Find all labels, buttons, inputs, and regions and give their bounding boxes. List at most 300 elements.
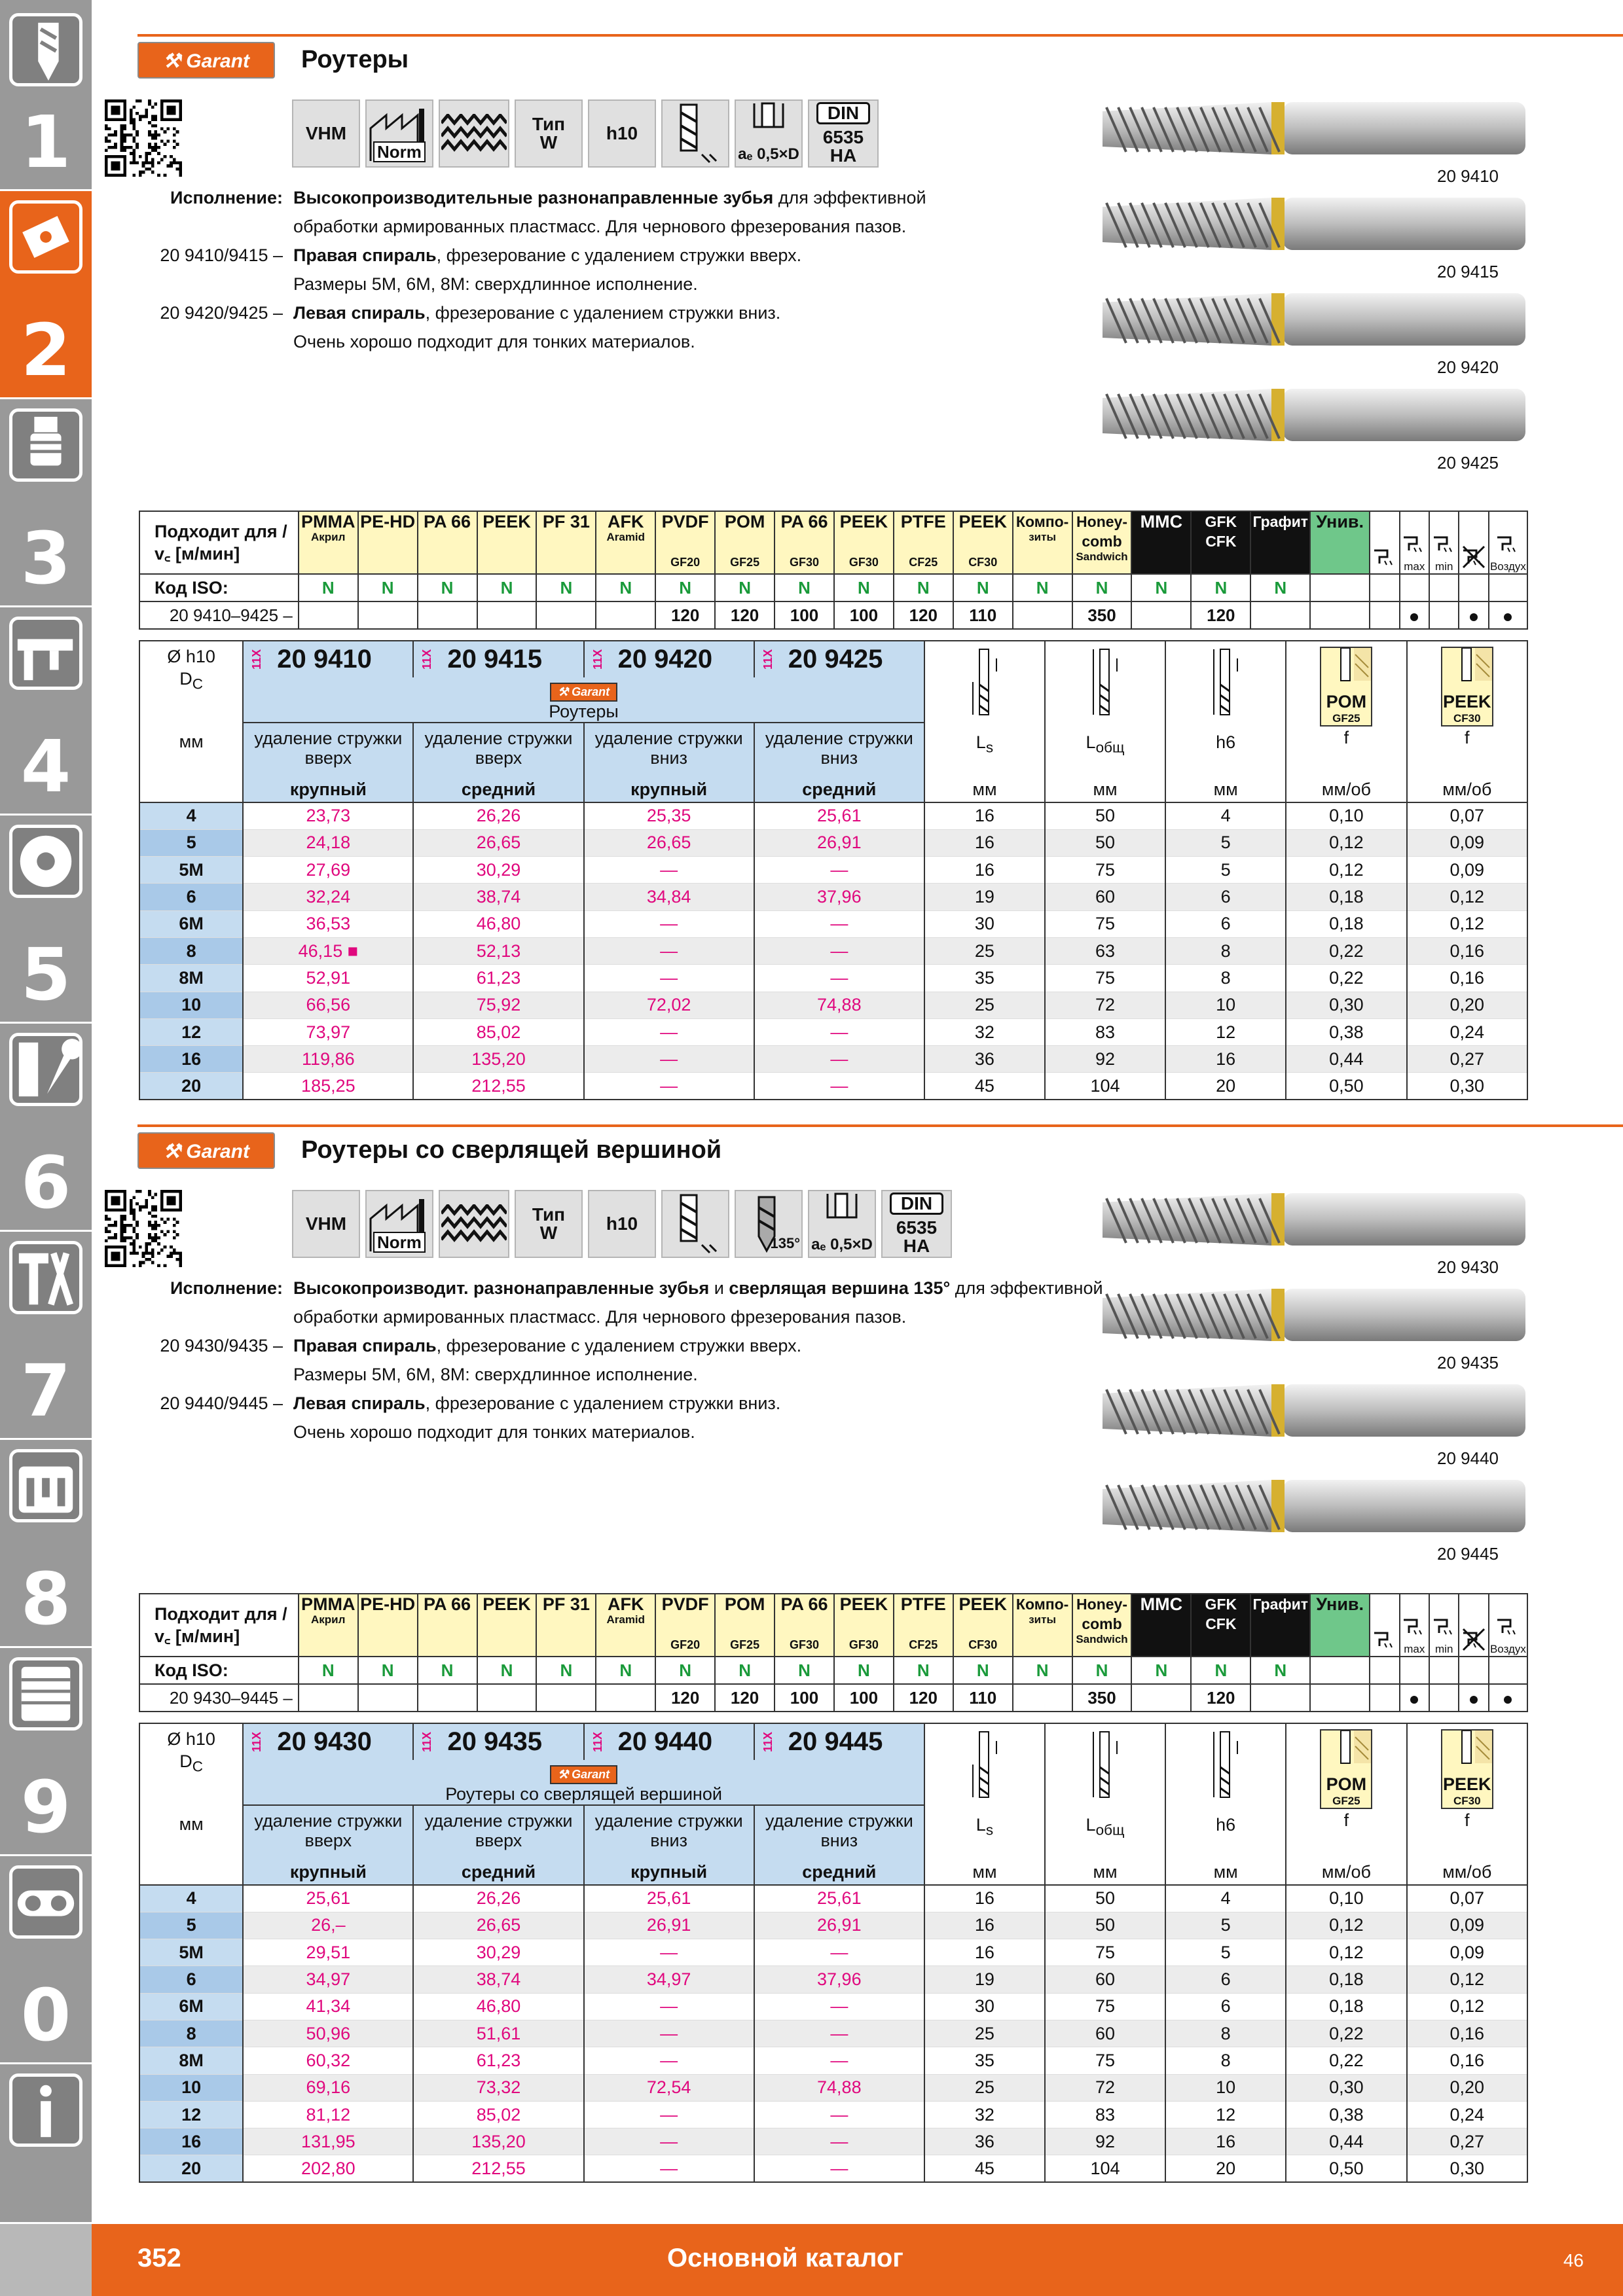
speed-cell: 350	[1072, 601, 1132, 629]
grade-cell: средний	[754, 1860, 924, 1885]
article-code-wrap	[250, 1727, 412, 1757]
price-cell: 34,97	[584, 1966, 754, 1993]
qty-label: 11X	[591, 649, 604, 670]
description-line	[151, 1302, 1103, 1331]
spec-cell: 25	[924, 2020, 1045, 2047]
spec-cell: 45	[924, 2155, 1045, 2182]
speed-cell	[1131, 1684, 1191, 1712]
material-header	[715, 511, 775, 574]
empty-cell	[1400, 1657, 1429, 1684]
speed-cell	[1013, 1684, 1072, 1712]
property-teeth-icon	[439, 1190, 509, 1258]
material-header	[536, 511, 596, 574]
price-cell: —	[584, 910, 754, 937]
article-code: 20 9425	[788, 645, 883, 673]
grade-cell: крупный	[584, 1860, 754, 1885]
description-line	[151, 183, 926, 212]
material-header-row	[139, 1594, 1527, 1657]
article-code-wrap	[591, 1727, 754, 1757]
diameter-cell: 5	[139, 829, 243, 856]
material-grade: GF30	[789, 556, 819, 569]
qty-label: 11X	[420, 649, 434, 670]
sidebar-tab-i[interactable]	[0, 2064, 92, 2224]
material-grade: GF25	[730, 1638, 760, 1651]
spec-cell: 45	[924, 1073, 1045, 1100]
material-header	[418, 511, 477, 574]
dot-icon	[1470, 613, 1478, 621]
speed-cell	[299, 601, 358, 629]
material-grade: GF30	[789, 1638, 819, 1651]
spec-cell: 30	[924, 1993, 1045, 2020]
direction-cell	[413, 723, 583, 778]
coolant-dot-cell	[1370, 601, 1399, 629]
description-text: Очень хорошо подходит для тонких материалов.	[293, 332, 695, 351]
description-line	[151, 1360, 1103, 1389]
sidebar-tab-9[interactable]	[0, 1648, 92, 1856]
description-line	[151, 1418, 1103, 1446]
price-cell: 34,84	[584, 884, 754, 910]
sidebar-tab-7[interactable]	[0, 1232, 92, 1440]
price-cell: 26,91	[754, 829, 924, 856]
spec-cell: 0,10	[1286, 1885, 1406, 1912]
direction-cell	[584, 1805, 754, 1860]
iso-code-cell: N	[536, 574, 596, 601]
price-cell: 25,61	[243, 1885, 413, 1912]
material-header	[834, 511, 894, 574]
direction-line2: вниз	[650, 748, 688, 768]
material-header	[1191, 1594, 1250, 1657]
spec-cell: 0,18	[1286, 1966, 1406, 1993]
diameter-cell: 5	[139, 1912, 243, 1939]
spec-cell: 0,30	[1286, 2074, 1406, 2101]
suitability-label-line1: Подходит для /	[155, 522, 287, 541]
pom-header	[1286, 641, 1406, 778]
garant-logo: ⚒ Garant	[137, 1132, 275, 1169]
empty-cell	[1429, 1657, 1459, 1684]
lob-sub: общ	[1095, 1821, 1125, 1839]
section-header-routers	[137, 34, 1623, 71]
coolant-label: max	[1404, 1643, 1425, 1655]
feed-label: f	[1465, 728, 1470, 747]
sidebar-tab-4[interactable]	[0, 607, 92, 816]
speed-cell: 120	[715, 601, 775, 629]
tool-image	[1100, 289, 1532, 350]
price-cell: 29,51	[243, 1939, 413, 1966]
coolant-min-icon	[1429, 511, 1459, 574]
spec-cell: 5	[1165, 1939, 1286, 1966]
safety-goggles-icon	[9, 1865, 82, 1939]
material-header	[894, 1594, 953, 1657]
price-cell: 30,29	[413, 1939, 583, 1966]
spec-cell: 83	[1045, 1018, 1165, 1045]
table-row	[139, 2128, 1527, 2155]
tap-icon	[9, 408, 82, 482]
spec-cell: 0,12	[1407, 1966, 1527, 1993]
price-cell: 73,32	[413, 2074, 583, 2101]
sidebar-tab-6[interactable]	[0, 1024, 92, 1232]
coolant-dot-cell	[1489, 1684, 1527, 1712]
material-grade: GF20	[670, 1638, 701, 1651]
material-name: PMMA	[301, 1594, 356, 1614]
spec-cell: 10	[1165, 992, 1286, 1018]
tool-length-icon	[1166, 645, 1285, 728]
material-grade: GF25	[730, 556, 760, 569]
dry-icon	[1370, 1594, 1399, 1657]
price-cell: 34,97	[243, 1966, 413, 1993]
empty-cell	[1370, 574, 1399, 601]
spec-cell: 0,18	[1286, 884, 1406, 910]
material-sub: Акрил	[311, 1613, 346, 1626]
coolant-dot-cell	[1459, 601, 1488, 629]
spec-cell: 19	[924, 1966, 1045, 1993]
material-name: PEEK	[483, 512, 531, 531]
iso-code-cell: N	[477, 574, 537, 601]
spec-cell: 92	[1045, 2128, 1165, 2155]
spec-cell: 50	[1045, 1912, 1165, 1939]
spec-cell: 0,16	[1407, 937, 1527, 964]
speed-cell	[358, 1684, 418, 1712]
property-ae-icon: DIN 6535 HA	[808, 99, 879, 168]
dot-icon	[1470, 1696, 1478, 1704]
article-code-cell	[754, 1723, 924, 1760]
price-cell: —	[584, 2101, 754, 2128]
suitability-label-line1: Подходит для /	[155, 1604, 287, 1624]
spec-cell: 0,07	[1407, 1885, 1527, 1912]
qty-label: 11X	[761, 1731, 775, 1753]
speed-cell	[477, 601, 537, 629]
material-header	[655, 1594, 715, 1657]
lob-header	[1045, 1723, 1165, 1860]
sidebar-tab-1[interactable]	[0, 0, 92, 191]
diameter-unit: мм	[179, 732, 204, 752]
property-norm-icon	[365, 1190, 433, 1258]
material-header	[1310, 1594, 1370, 1657]
property-type-icon: Тип W	[515, 1190, 583, 1258]
article-code-cell	[754, 641, 924, 677]
spec-cell: 16	[1165, 2128, 1286, 2155]
property-spiral-icon	[661, 99, 729, 168]
price-cell: —	[584, 2047, 754, 2074]
iso-code-cell: N	[1131, 1657, 1191, 1684]
iso-code-cell: N	[834, 1657, 894, 1684]
diameter-header	[139, 641, 243, 802]
price-cell: 135,20	[413, 1046, 583, 1073]
coolant-max-icon	[1400, 1594, 1429, 1657]
description-label: 20 9440/9445 –	[160, 1393, 283, 1413]
article-code: 20 9415	[447, 645, 543, 673]
page-number: 352	[137, 2244, 181, 2272]
material-grade: CF25	[909, 556, 938, 569]
spec-cell: 4	[1165, 1885, 1286, 1912]
pliers-icon	[9, 1241, 82, 1314]
spec-cell: 19	[924, 884, 1045, 910]
description-text: обработки армированных пластмасс. Для чернового фрезерования пазов.	[293, 217, 907, 236]
article-code: 20 9435	[447, 1727, 543, 1756]
price-cell: —	[754, 1939, 924, 1966]
description-label: 20 9420/9425 –	[160, 303, 283, 323]
speed-cell	[418, 1684, 477, 1712]
dimension-price-table	[139, 640, 1528, 1100]
material-sub: зиты	[1029, 531, 1056, 543]
speed-cell: 120	[894, 1684, 953, 1712]
suitability-table	[139, 1593, 1528, 1712]
diameter-cell: 10	[139, 2074, 243, 2101]
spec-cell: 12	[1165, 1018, 1286, 1045]
price-cell: 32,24	[243, 884, 413, 910]
material-name: Графит	[1252, 513, 1308, 530]
material-grade: CF25	[909, 1638, 938, 1651]
material-grade: GF30	[848, 1638, 879, 1651]
spec-cell: 0,07	[1407, 802, 1527, 829]
article-code-wrap	[591, 645, 754, 674]
material-name: PTFE	[900, 1594, 946, 1614]
price-cell: 25,61	[754, 802, 924, 829]
description-label: 20 9410/9415 –	[160, 245, 283, 265]
feed-label: f	[1343, 728, 1349, 747]
empty-cell	[1310, 1657, 1370, 1684]
caliper-icon	[9, 617, 82, 690]
table-row	[139, 1885, 1527, 1912]
spec-cell: 6	[1165, 1966, 1286, 1993]
property-h10-icon: h10	[588, 99, 656, 168]
diameter-cell: 16	[139, 1046, 243, 1073]
code-row	[139, 641, 1527, 677]
material-sub: Sandwich	[1076, 550, 1128, 563]
property-icons	[292, 1190, 952, 1258]
ls-header	[924, 1723, 1045, 1860]
price-cell: 27,69	[243, 857, 413, 884]
dc-label: $D_C$	[179, 669, 203, 692]
description-text: Правая спираль, фрезерование с удалением стружки вверх.	[293, 1336, 802, 1355]
iso-code-cell: N	[1131, 574, 1191, 601]
page-footer	[92, 2224, 1623, 2296]
description-text: Высокопроизводительные разнонаправленные зубья для эффективной	[293, 188, 926, 207]
price-cell: —	[584, 2155, 754, 2182]
suitability-label-line2: v꜀ [м/мин]	[155, 544, 240, 564]
speed-cell	[299, 1684, 358, 1712]
price-cell: 25,61	[754, 1885, 924, 1912]
speed-cell	[536, 601, 596, 629]
price-cell: —	[584, 2128, 754, 2155]
tool-code-label: 20 9415	[1437, 262, 1499, 281]
price-cell: 212,55	[413, 2155, 583, 2182]
article-range: 20 9410–9425 –	[139, 601, 299, 629]
price-cell: 25,61	[584, 1885, 754, 1912]
h6-label: h6	[1216, 1815, 1236, 1835]
pom-material-box	[1320, 1729, 1372, 1809]
material-header	[715, 1594, 775, 1657]
spec-cell: 6	[1165, 884, 1286, 910]
spec-cell: 0,18	[1286, 910, 1406, 937]
dry-icon	[1370, 511, 1399, 574]
material-header	[1072, 1594, 1132, 1657]
spec-cell: 6	[1165, 910, 1286, 937]
diameter-cell: 4	[139, 802, 243, 829]
unit-cell: мм/об	[1286, 778, 1406, 802]
sidebar-tab-8[interactable]	[0, 1440, 92, 1648]
property-type-icon: Тип W	[515, 99, 583, 168]
diameter-cell: 20	[139, 1073, 243, 1100]
table-row	[139, 992, 1527, 1018]
iso-row	[139, 574, 1527, 601]
table-row	[139, 1939, 1527, 1966]
diameter-cell: 5M	[139, 1939, 243, 1966]
spec-cell: 0,12	[1407, 910, 1527, 937]
unit-cell: мм	[1045, 778, 1165, 802]
unit-cell: мм/об	[1407, 1860, 1527, 1885]
peek-header	[1407, 1723, 1527, 1860]
material-header	[953, 1594, 1013, 1657]
material-name: PE-HD	[360, 512, 416, 531]
material-name: PA 66	[424, 1594, 471, 1614]
material-header	[596, 1594, 655, 1657]
price-cell: 135,20	[413, 2128, 583, 2155]
dot-icon	[1410, 613, 1418, 621]
speed-cell: 120	[655, 1684, 715, 1712]
price-cell: 26,91	[754, 1912, 924, 1939]
property-icons	[292, 99, 879, 168]
section-header-drill-routers	[137, 1124, 1623, 1164]
spec-cell: 16	[924, 1939, 1045, 1966]
material-grade: GF20	[670, 556, 701, 569]
spec-cell: 83	[1045, 2101, 1165, 2128]
grinding-disc-icon	[9, 825, 82, 898]
spec-cell: 32	[924, 2101, 1045, 2128]
sidebar-tab-3[interactable]	[0, 399, 92, 607]
price-cell: 131,95	[243, 2128, 413, 2155]
description-bold: Левая спираль	[293, 303, 426, 323]
iso-code-cell: N	[953, 574, 1013, 601]
material-name: Компо-	[1015, 513, 1069, 530]
unit-cell: мм	[1045, 1860, 1165, 1885]
spec-cell: 104	[1045, 2155, 1165, 2182]
material-name: PA 66	[780, 1594, 828, 1614]
sidebar-tab-0[interactable]	[0, 1856, 92, 2064]
material-name: PA 66	[780, 512, 828, 531]
garant-mini-logo: ⚒ Garant	[550, 1765, 617, 1784]
qty-label: 11X	[250, 1731, 264, 1753]
material-name: Компо-	[1015, 1596, 1069, 1613]
property-norm-icon	[365, 99, 433, 168]
spec-cell: 0,50	[1286, 1073, 1406, 1100]
description-text: Размеры 5M, 6M, 8M: сверхдлинное исполнение.	[293, 274, 698, 294]
iso-code-cell: N	[358, 574, 418, 601]
material-name: PEEK	[958, 512, 1007, 531]
material-name: MMC	[1140, 512, 1183, 531]
spec-cell: 6	[1165, 1993, 1286, 2020]
sidebar-tab-5[interactable]	[0, 816, 92, 1024]
spec-cell: 16	[924, 802, 1045, 829]
section-title: Роутеры	[301, 46, 409, 73]
spec-cell: 60	[1045, 884, 1165, 910]
spec-cell: 0,09	[1407, 1939, 1527, 1966]
price-cell: —	[584, 1018, 754, 1045]
h6-header	[1165, 641, 1286, 778]
tool-image	[1100, 385, 1532, 445]
no-coolant-icon	[1459, 1594, 1488, 1657]
price-cell: 66,56	[243, 992, 413, 1018]
iso-code-cell: N	[1013, 574, 1072, 601]
unit-cell: мм	[1165, 1860, 1286, 1885]
unit-cell: мм	[924, 778, 1045, 802]
spec-cell: 30	[924, 910, 1045, 937]
price-cell: 37,96	[754, 884, 924, 910]
spec-cell: 0,12	[1286, 1912, 1406, 1939]
peek-material-name: PEEK	[1443, 1774, 1491, 1794]
price-cell: 24,18	[243, 829, 413, 856]
lob-sub: общ	[1095, 739, 1125, 756]
price-cell: 26,65	[413, 829, 583, 856]
price-cell: 38,74	[413, 1966, 583, 1993]
speed-cell	[477, 1684, 537, 1712]
description-label: Исполнение:	[170, 1278, 283, 1298]
dot-icon	[1504, 1696, 1512, 1704]
price-cell: —	[584, 1939, 754, 1966]
spec-cell: 75	[1045, 910, 1165, 937]
pom-material-name: POM	[1326, 692, 1367, 711]
sidebar-tab-number: 4	[20, 725, 71, 808]
spec-cell: 0,24	[1407, 1018, 1527, 1045]
iso-code-cell: N	[953, 1657, 1013, 1684]
qty-label: 11X	[420, 1731, 434, 1753]
table-subtitle	[243, 677, 924, 723]
iso-code-cell: N	[1250, 1657, 1310, 1684]
diameter-unit: мм	[179, 1814, 204, 1835]
speed-cell: 120	[715, 1684, 775, 1712]
spec-cell: 25	[924, 937, 1045, 964]
sidebar-tab-number: 7	[20, 1349, 71, 1433]
peek-material-grade: CF30	[1453, 1795, 1481, 1807]
tool-length-icon	[925, 645, 1044, 728]
sidebar-tab-number: 8	[20, 1557, 71, 1641]
spec-cell: 72	[1045, 992, 1165, 1018]
material-header	[894, 511, 953, 574]
direction-line2: вниз	[820, 748, 858, 768]
article-code-cell	[413, 641, 583, 677]
article-code-cell	[243, 641, 413, 677]
grade-cell: средний	[413, 778, 583, 802]
tool-code-label: 20 9430	[1437, 1257, 1499, 1277]
table-row	[139, 1046, 1527, 1073]
direction-line1: удаление стружки	[254, 1811, 403, 1831]
article-code: 20 9420	[617, 645, 713, 673]
grade-cell: крупный	[584, 778, 754, 802]
tool-image	[1100, 1189, 1532, 1249]
material-header	[536, 1594, 596, 1657]
speed-cell: 120	[894, 601, 953, 629]
tool-code-label: 20 9440	[1437, 1448, 1499, 1468]
article-range: 20 9430–9445 –	[139, 1684, 299, 1712]
iso-code-cell: N	[834, 574, 894, 601]
material-grade: CF30	[968, 556, 998, 569]
no-coolant-icon	[1459, 511, 1488, 574]
feed-label: f	[1465, 1810, 1470, 1830]
spec-cell: 50	[1045, 802, 1165, 829]
tool-code-label: 20 9435	[1437, 1353, 1499, 1372]
diameter-cell: 12	[139, 2101, 243, 2128]
direction-line1: удаление стружки	[424, 1811, 573, 1831]
spec-cell: 0,38	[1286, 1018, 1406, 1045]
article-code-cell	[243, 1723, 413, 1760]
iso-code-cell: N	[358, 1657, 418, 1684]
sidebar-tab-2[interactable]	[0, 191, 92, 399]
diameter-cell: 8	[139, 937, 243, 964]
price-cell: —	[754, 937, 924, 964]
tool-length-icon	[1046, 1728, 1165, 1811]
spec-cell: 32	[924, 1018, 1045, 1045]
price-cell: 72,02	[584, 992, 754, 1018]
iso-code-cell: N	[299, 1657, 358, 1684]
